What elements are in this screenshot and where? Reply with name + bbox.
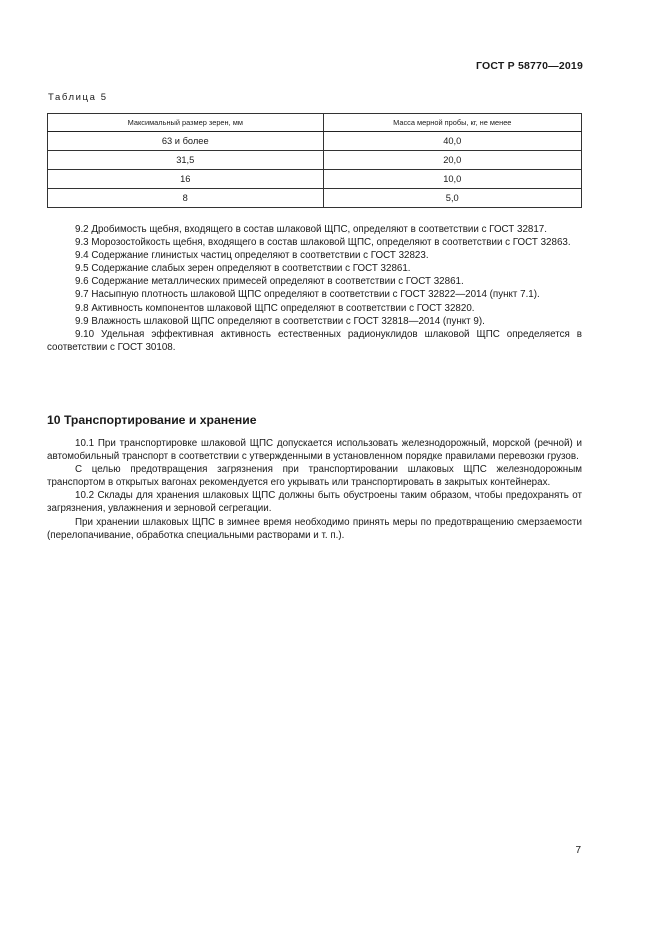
table-caption: Таблица 5	[48, 92, 108, 103]
table-cell: 10,0	[323, 170, 581, 189]
table-cell: 20,0	[323, 151, 581, 170]
table-cell: 40,0	[323, 132, 581, 151]
paragraph-9-8: 9.8 Активность компонентов шлаковой ЩПС определяют в соответствии с ГОСТ 32820.	[75, 302, 475, 314]
paragraph-9-7: 9.7 Насыпную плотность шлаковой ЩПС определяют в соответствии с ГОСТ 32822—2014 (пункт 7.1).	[75, 289, 540, 301]
table-header-cell: Максимальный размер зерен, мм	[48, 114, 324, 132]
paragraph-10-2: 10.2 Склады для хранения шлаковых ЩПС должны быть обустроены таким образом, чтобы предохранять от загрязнения, увлажнения и зерновой сегрегации.	[47, 490, 582, 515]
paragraph-10-2-note: При хранении шлаковых ЩПС в зимнее время необходимо принять меры по предотвращению смерзаемости (перелопачивание, обработка специальными растворами и т. п.).	[47, 516, 582, 541]
document-standard-header: ГОСТ Р 58770—2019	[475, 60, 583, 72]
section-10-title: 10 Транспортирование и хранение	[47, 413, 257, 427]
table-header-row	[48, 114, 582, 132]
table-row	[48, 189, 582, 208]
test-methods-paragraphs	[47, 223, 582, 354]
table-cell: 31,5	[48, 151, 324, 170]
paragraph-10-1-note: С целью предотвращения загрязнения при транспортировании шлаковых ЩПС железнодорожным транспортом в открытых вагонах рекомендуется его укрывать или транспортировать в закрытых контейнерах.	[47, 464, 582, 489]
section-10-paragraphs	[47, 437, 582, 542]
page-number: 7	[575, 845, 581, 856]
table-cell: 63 и более	[48, 132, 324, 151]
table-cell: 8	[48, 189, 324, 208]
paragraph-9-9: 9.9 Влажность шлаковой ЩПС определяют в соответствии с ГОСТ 32818—2014 (пункт 9).	[75, 315, 485, 327]
grain-size-table	[47, 113, 582, 208]
table-row	[48, 132, 582, 151]
table-cell: 5,0	[323, 189, 581, 208]
table-header-cell: Масса мерной пробы, кг, не менее	[323, 114, 581, 132]
paragraph-10-1: 10.1 При транспортировке шлаковой ЩПС допускается использовать железнодорожный, морской (речной) и автомобильный транспорт в соответствии с утвержденными в установленном порядке правилами перевозки грузов.	[47, 438, 582, 463]
paragraph-9-10: 9.10 Удельная эффективная активность естественных радионуклидов шлаковой ЩПС определяется в соответствии с ГОСТ 30108.	[47, 328, 582, 353]
paragraph-9-5: 9.5 Содержание слабых зерен определяют в соответствии с ГОСТ 32861.	[75, 263, 411, 275]
table-cell: 16	[48, 170, 324, 189]
paragraph-9-4: 9.4 Содержание глинистых частиц определяют в соответствии с ГОСТ 32823.	[75, 250, 429, 262]
paragraph-9-2: 9.2 Дробимость щебня, входящего в состав шлаковой ЩПС, определяют в соответствии с ГОСТ 32817.	[75, 224, 547, 235]
paragraph-9-6: 9.6 Содержание металлических примесей определяют в соответствии с ГОСТ 32861.	[75, 276, 464, 288]
paragraph-9-3: 9.3 Морозостойкость щебня, входящего в состав шлаковой ЩПС, определяют в соответствии с ГОСТ 32863.	[75, 237, 571, 249]
table-row	[48, 170, 582, 189]
table-row	[48, 151, 582, 170]
